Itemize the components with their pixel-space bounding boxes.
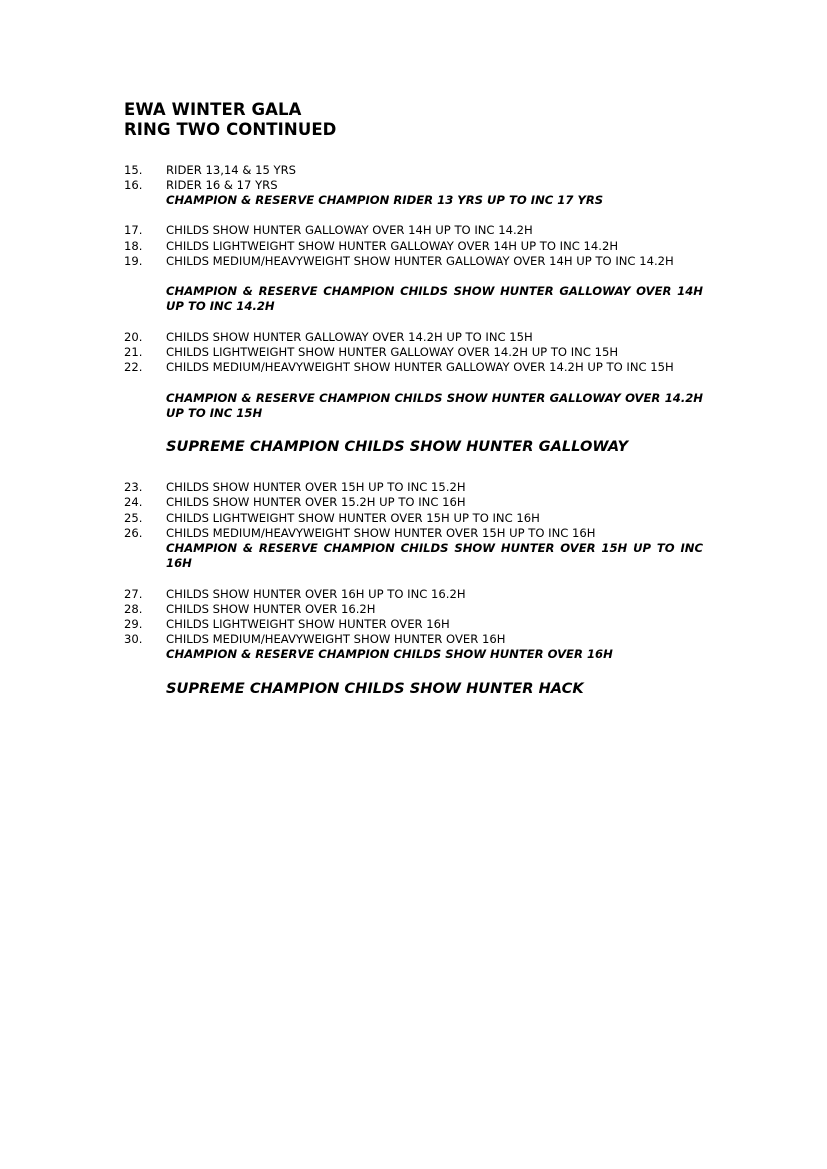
class-number: 21. — [124, 345, 143, 359]
class-number: 18. — [124, 239, 143, 253]
class-title: CHILDS MEDIUM/HEAVYWEIGHT SHOW HUNTER GALLOWAY OVER 14.2H UP TO INC 15H — [166, 360, 674, 374]
class-title: CHILDS LIGHTWEIGHT SHOW HUNTER GALLOWAY OVER 14H UP TO INC 14.2H — [166, 239, 619, 253]
supreme-championship: SUPREME CHAMPION CHILDS SHOW HUNTER GALLOWAY — [166, 438, 629, 455]
class-title: CHILDS SHOW HUNTER OVER 15.2H UP TO INC 16H — [166, 495, 466, 509]
championship-line: CHAMPION & RESERVE CHAMPION CHILDS SHOW HUNTER OVER 16H — [166, 647, 613, 661]
class-number: 24. — [124, 495, 143, 509]
class-title: CHILDS SHOW HUNTER GALLOWAY OVER 14H UP TO INC 14.2H — [166, 223, 533, 237]
class-title: CHILDS SHOW HUNTER OVER 16H UP TO INC 16.2H — [166, 587, 466, 601]
class-number: 15. — [124, 163, 143, 177]
class-entry — [124, 345, 704, 360]
class-title: CHILDS SHOW HUNTER OVER 16.2H — [166, 602, 376, 616]
class-number: 16. — [124, 178, 143, 192]
class-entry — [124, 254, 704, 269]
class-entry — [124, 526, 704, 541]
class-title: CHILDS LIGHTWEIGHT SHOW HUNTER OVER 15H UP TO INC 16H — [166, 511, 540, 525]
class-entry — [124, 632, 704, 647]
class-entry — [124, 617, 704, 632]
class-entry — [124, 178, 704, 193]
class-number: 29. — [124, 617, 143, 631]
class-entry — [124, 480, 704, 495]
class-title: RIDER 16 & 17 YRS — [166, 178, 278, 192]
heading-line-1: EWA WINTER GALA — [124, 100, 302, 119]
class-number: 25. — [124, 511, 143, 525]
heading-line-2: RING TWO CONTINUED — [124, 120, 337, 139]
supreme-championship: SUPREME CHAMPION CHILDS SHOW HUNTER HACK — [166, 680, 584, 697]
class-entry — [124, 360, 704, 375]
championship-line: CHAMPION & RESERVE CHAMPION CHILDS SHOW HUNTER OVER 15H UP TO INC 16H — [166, 541, 703, 571]
championship-line: CHAMPION & RESERVE CHAMPION CHILDS SHOW HUNTER GALLOWAY OVER 14.2H UP TO INC 15H — [166, 391, 703, 421]
class-number: 27. — [124, 587, 143, 601]
class-title: RIDER 13,14 & 15 YRS — [166, 163, 297, 177]
class-title: CHILDS LIGHTWEIGHT SHOW HUNTER GALLOWAY OVER 14.2H UP TO INC 15H — [166, 345, 619, 359]
class-entry — [124, 223, 704, 238]
class-number: 20. — [124, 330, 143, 344]
class-title: CHILDS LIGHTWEIGHT SHOW HUNTER OVER 16H — [166, 617, 450, 631]
class-entry — [124, 587, 704, 602]
class-number: 17. — [124, 223, 143, 237]
class-number: 23. — [124, 480, 143, 494]
class-title: CHILDS MEDIUM/HEAVYWEIGHT SHOW HUNTER OVER 16H — [166, 632, 506, 646]
class-number: 22. — [124, 360, 143, 374]
class-entry — [124, 602, 704, 617]
class-entry — [124, 511, 704, 526]
class-entry — [124, 239, 704, 254]
class-number: 19. — [124, 254, 143, 268]
class-entry — [124, 495, 704, 510]
class-title: CHILDS SHOW HUNTER OVER 15H UP TO INC 15.2H — [166, 480, 466, 494]
class-title: CHILDS SHOW HUNTER GALLOWAY OVER 14.2H UP TO INC 15H — [166, 330, 533, 344]
class-number: 26. — [124, 526, 143, 540]
class-title: CHILDS MEDIUM/HEAVYWEIGHT SHOW HUNTER GALLOWAY OVER 14H UP TO INC 14.2H — [166, 254, 674, 268]
class-entry — [124, 163, 704, 178]
document-heading — [124, 100, 724, 140]
championship-line: CHAMPION & RESERVE CHAMPION RIDER 13 YRS UP TO INC 17 YRS — [166, 193, 604, 207]
class-title: CHILDS MEDIUM/HEAVYWEIGHT SHOW HUNTER OVER 15H UP TO INC 16H — [166, 526, 596, 540]
class-number: 30. — [124, 632, 143, 646]
championship-line: CHAMPION & RESERVE CHAMPION CHILDS SHOW HUNTER GALLOWAY OVER 14H UP TO INC 14.2H — [166, 284, 703, 314]
class-entry — [124, 330, 704, 345]
class-number: 28. — [124, 602, 143, 616]
